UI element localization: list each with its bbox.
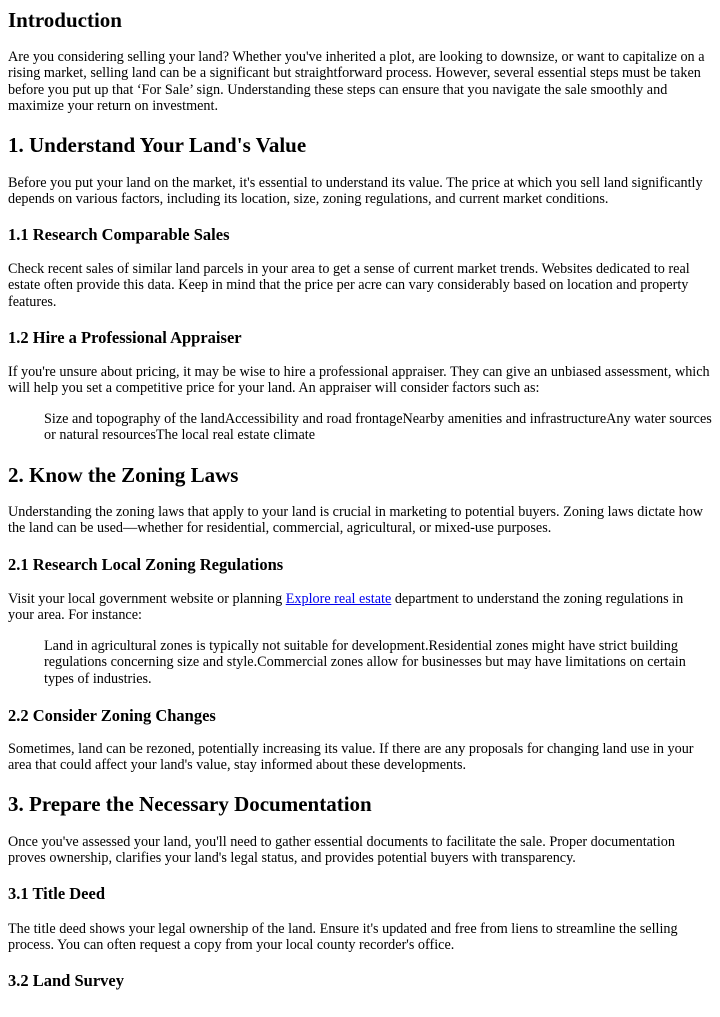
section-3-1-paragraph: The title deed shows your legal ownership of the land. Ensure it's updated and free from liens to streamline the selling process. You can often request a copy from your local county recorder's office. — [8, 921, 678, 954]
section-3-paragraph: Once you've assessed your land, you'll need to gather essential documents to facilitate the sale. Proper documentation proves ownership, clarifies your land's legal status, and provides potential buyers with transparency. — [8, 834, 675, 867]
intro-paragraph: Are you considering selling your land? Whether you've inherited a plot, are looking to downsize, or want to capitalize on a rising market, selling land can be a significant but straightforward process. However, several essential steps must be taken before you put up that ‘For Sale’ sign. Understanding these steps can ensure that you navigate the sale smoothly and maximize your return on investment. — [8, 49, 705, 115]
section-2-2-paragraph: Sometimes, land can be rezoned, potentially increasing its value. If there are any proposals for changing land use in your area that could affect your land's value, stay informed about these developments. — [8, 741, 694, 774]
section-2-1-paragraph — [8, 591, 712, 624]
heading-section-3-1: 3.1 Title Deed — [8, 884, 106, 903]
heading-introduction: Introduction — [8, 8, 122, 32]
section-1-paragraph: Before you put your land on the market, it's essential to understand its value. The price at which you sell land significantly depends on various factors, including its location, size, zoning regulations, and current market conditions. — [8, 175, 703, 208]
explore-real-estate-link[interactable]: Explore real estate — [285, 591, 392, 607]
heading-section-2-2: 2.2 Consider Zoning Changes — [8, 706, 216, 725]
section-1-2-paragraph: If you're unsure about pricing, it may be wise to hire a professional appraiser. They can give an unbiased assessment, which will help you set a competitive price for your land. An appraiser will consider factors such as: — [8, 364, 710, 397]
heading-section-3-2: 3.2 Land Survey — [8, 971, 124, 990]
heading-section-1-2: 1.2 Hire a Professional Appraiser — [8, 328, 242, 347]
heading-section-2-1: 2.1 Research Local Zoning Regulations — [8, 555, 284, 574]
section-2-1-text-after-link: department to understand the zoning regulations in your area. For instance: — [8, 591, 684, 624]
appraiser-factors-list: Size and topography of the landAccessibility and road frontageNearby amenities and infrastructureAny water sources or natural resourcesThe local real estate climate — [44, 411, 712, 444]
section-1-1-paragraph: Check recent sales of similar land parcels in your area to get a sense of current market trends. Websites dedicated to real estate often provide this data. Keep in mind that the price per acre can vary considerably based on location and property features. — [8, 261, 690, 310]
section-2-1-text-before-link: Visit your local government website or planning — [8, 591, 286, 607]
heading-section-3: 3. Prepare the Necessary Documentation — [8, 792, 372, 816]
heading-section-2: 2. Know the Zoning Laws — [8, 463, 239, 487]
heading-section-1: 1. Understand Your Land's Value — [8, 133, 307, 157]
section-2-paragraph: Understanding the zoning laws that apply to your land is crucial in marketing to potential buyers. Zoning laws dictate how the land can be used—whether for residential, commercial, agricultural, or mixed-use purposes. — [8, 504, 704, 537]
heading-section-1-1: 1.1 Research Comparable Sales — [8, 225, 230, 244]
zoning-examples-list: Land in agricultural zones is typically not suitable for development.Residential zones might have strict building regulations concerning size and style.Commercial zones allow for businesses but may have limitations on certain types of industries. — [44, 638, 686, 687]
